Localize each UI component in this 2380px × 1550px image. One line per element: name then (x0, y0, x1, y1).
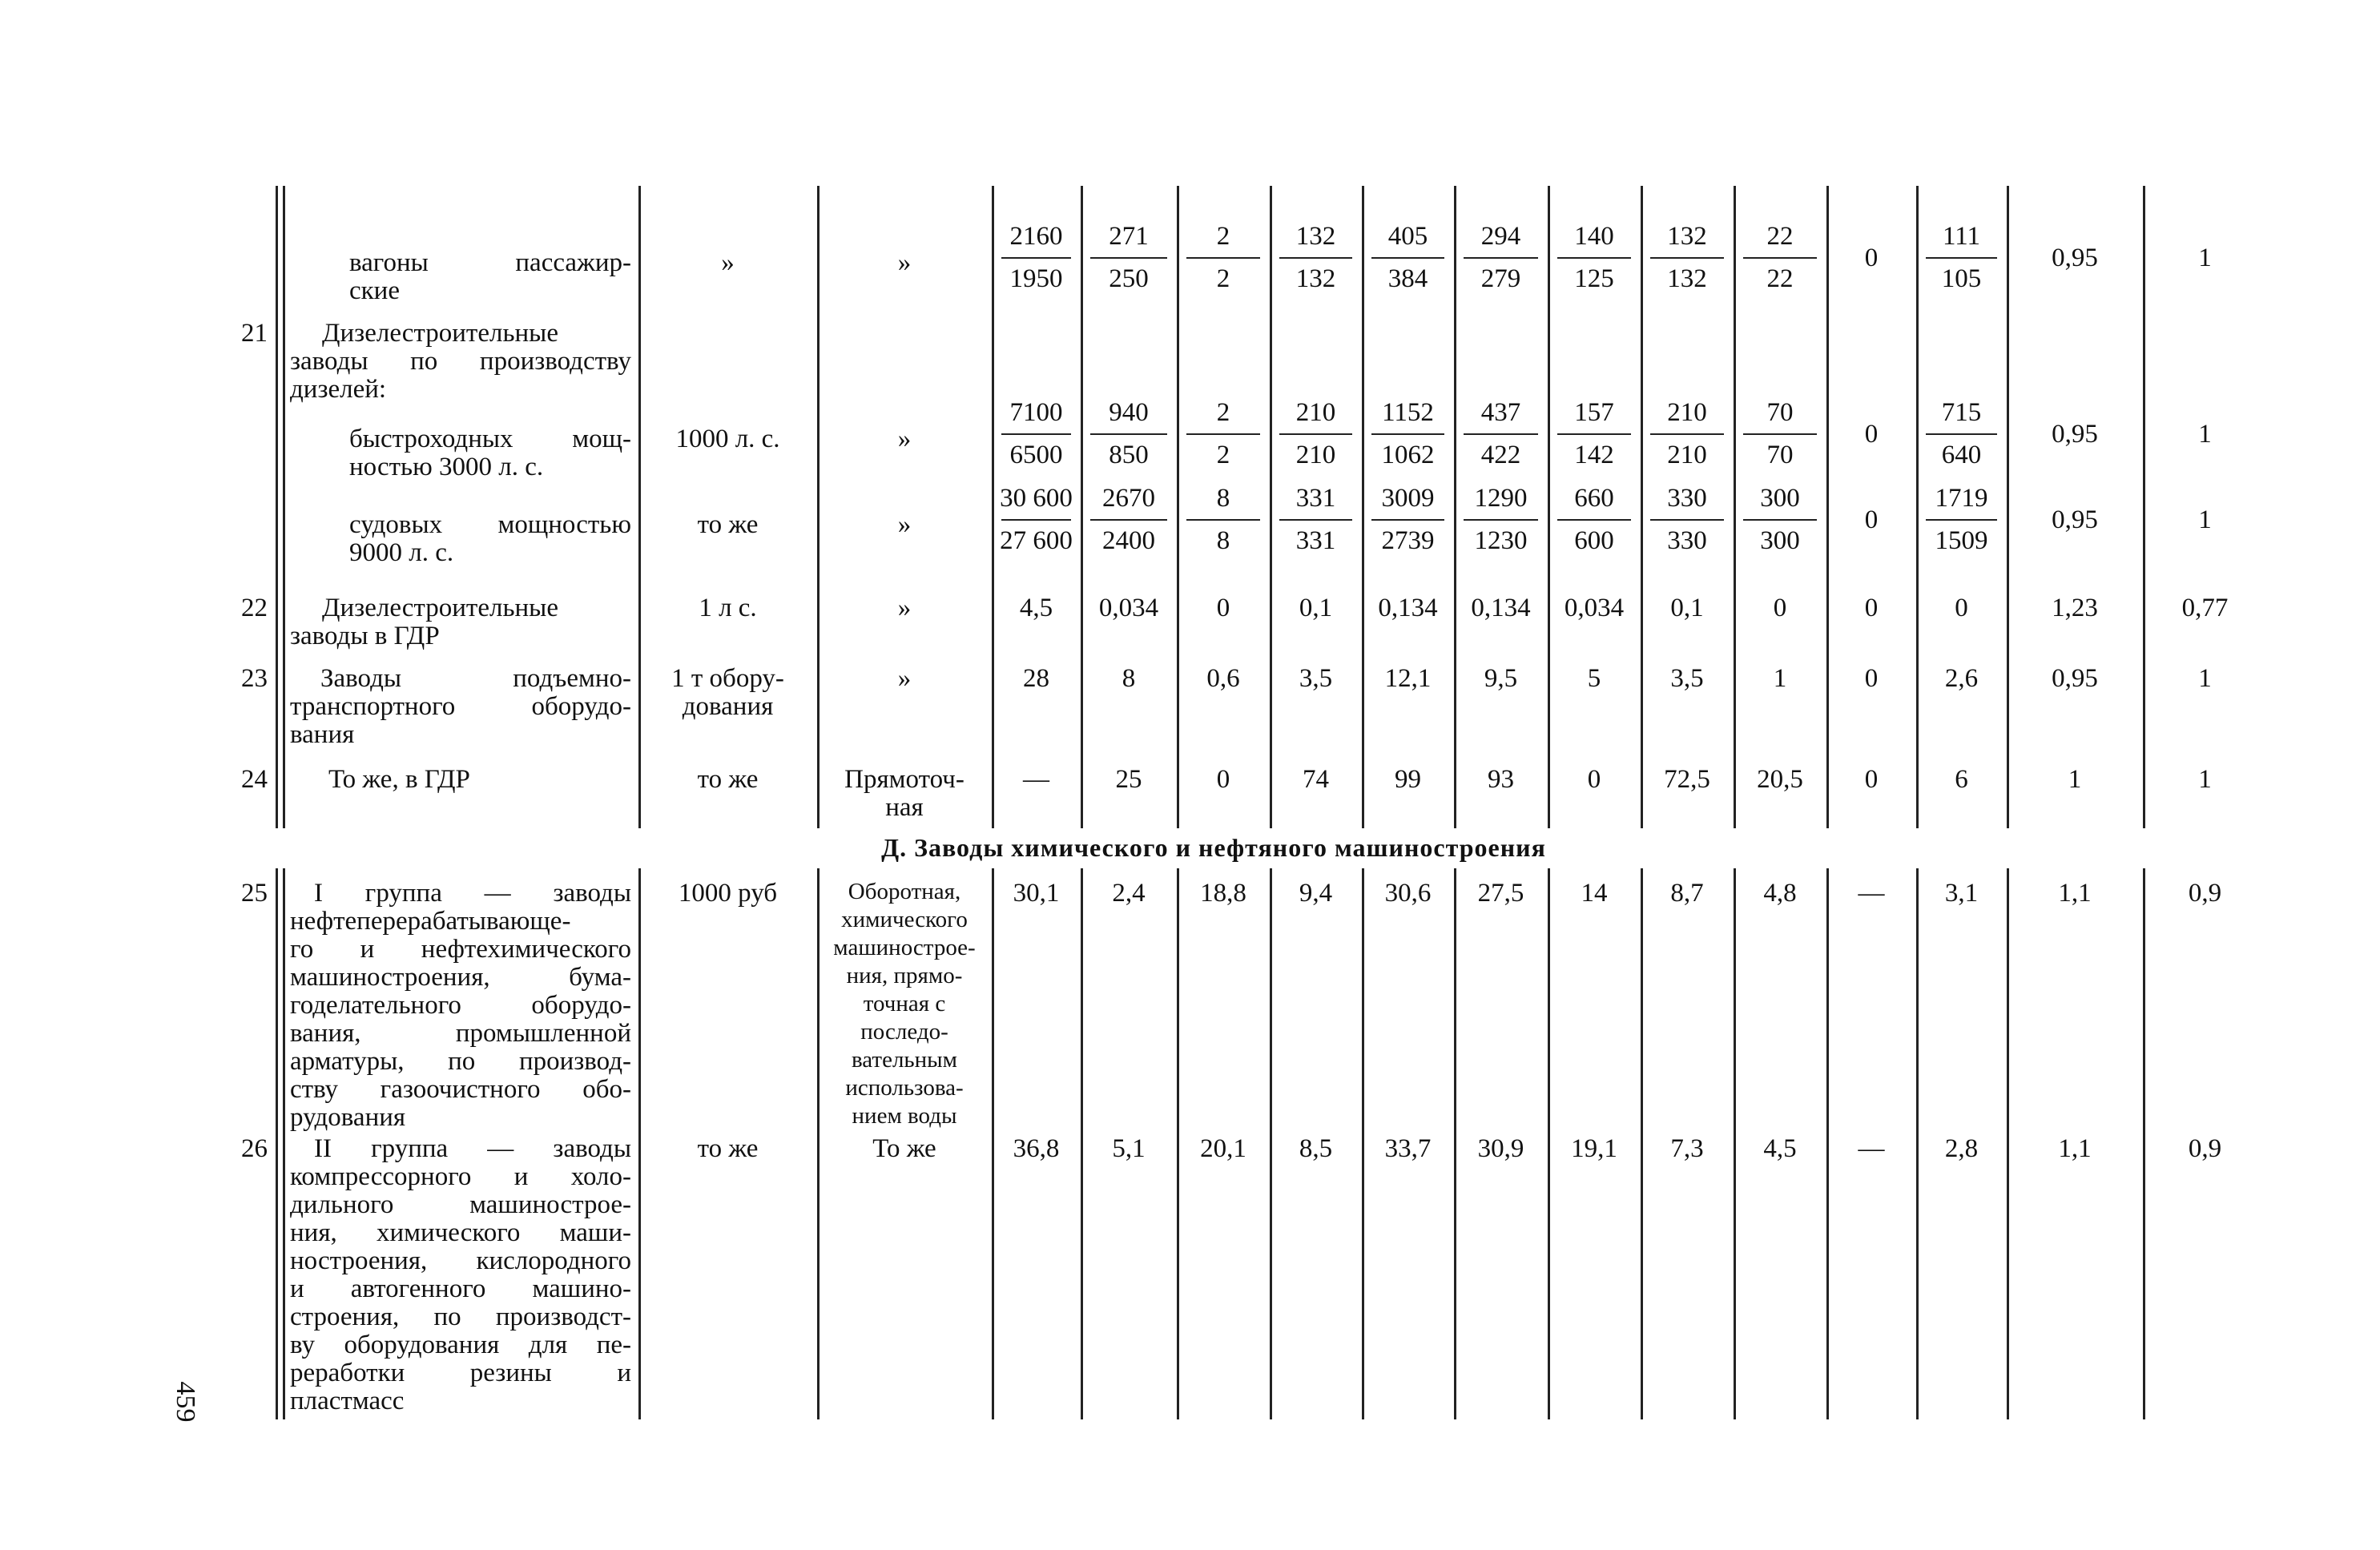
value-cell: 8,5 (1299, 1134, 1333, 1163)
column-rule (1826, 186, 1829, 1419)
column-rule (1454, 186, 1456, 1419)
fraction-bar (1743, 257, 1817, 259)
value-numerator: 157 (1574, 398, 1614, 427)
value-cell: 9,5 (1484, 664, 1518, 693)
row-water: » (897, 248, 912, 277)
row-name-line: быстроходных мощ- (349, 425, 631, 453)
value-cell: 93 (1488, 765, 1514, 794)
value-cell: 1,1 (2058, 1134, 2092, 1163)
value-cell: 0 (1773, 594, 1787, 622)
value-cell: 0,95 (2052, 505, 2098, 534)
value-denominator: 70 (1766, 441, 1794, 469)
value-cell: — (1858, 1134, 1885, 1163)
row-name-line: заводы в ГДР (290, 622, 440, 650)
value-cell: 25 (1115, 765, 1142, 794)
value-cell: 1,23 (2052, 594, 2098, 622)
value-cell: 4,5 (1763, 1134, 1797, 1163)
column-rule (1081, 186, 1083, 1419)
value-denominator: 8 (1216, 526, 1230, 555)
row-name-line: вания (290, 720, 355, 749)
row-unit: то же (697, 765, 759, 794)
fraction-bar (1464, 257, 1538, 259)
row-name-line: Дизелестроительные (322, 319, 558, 348)
value-numerator: 294 (1480, 222, 1521, 251)
column-rule (1734, 186, 1736, 1419)
fraction-bar (1926, 519, 1997, 521)
value-cell: 36,8 (1013, 1134, 1060, 1163)
value-cell: 0,9 (2188, 1134, 2222, 1163)
fraction-bar (1090, 433, 1167, 435)
fraction-bar (1186, 433, 1260, 435)
fraction-bar (1650, 519, 1724, 521)
row-name-line: ские (349, 276, 400, 305)
value-numerator: 22 (1766, 222, 1794, 251)
row-name-line: годелательного оборудо- (290, 991, 631, 1020)
value-cell: 0,77 (2181, 594, 2229, 622)
value-numerator: 715 (1941, 398, 1982, 427)
row-unit-line: 1 т обору- (671, 664, 784, 693)
value-numerator: 331 (1295, 484, 1336, 513)
page-number: 459 (171, 1381, 200, 1423)
value-denominator: 142 (1574, 441, 1614, 469)
value-numerator: 2 (1216, 398, 1230, 427)
row-name-line: ностью 3000 л. с. (349, 453, 544, 481)
value-cell: 0,134 (1471, 594, 1531, 622)
column-rule (1641, 186, 1643, 1419)
row-number: 23 (241, 664, 268, 693)
row-name-line: I группа — заводы (314, 879, 631, 908)
value-numerator: 330 (1667, 484, 1707, 513)
value-numerator: 437 (1480, 398, 1521, 427)
row-water-line: машинострое- (833, 935, 976, 960)
row-water-line: использова- (845, 1075, 964, 1101)
row-number: 25 (241, 879, 268, 908)
value-cell: 0 (1864, 505, 1879, 534)
value-denominator: 1230 (1474, 526, 1528, 555)
value-cell: 6 (1955, 765, 1968, 794)
row-name-line: нефтеперерабатывающе- (290, 907, 571, 936)
fraction-bar (1371, 433, 1444, 435)
row-name-line: судовых мощностью (349, 510, 631, 539)
value-cell: 2,6 (1944, 664, 1979, 693)
row-name-line: То же, в ГДР (328, 765, 470, 794)
value-numerator: 2160 (1009, 222, 1063, 251)
row-unit: то же (697, 510, 759, 539)
value-cell: 0,134 (1378, 594, 1438, 622)
value-cell: 14 (1581, 879, 1608, 908)
value-cell: 0 (1864, 243, 1879, 272)
value-numerator: 210 (1295, 398, 1336, 427)
value-cell: 18,8 (1200, 879, 1246, 908)
fraction-bar (1464, 433, 1538, 435)
row-name-line: и автогенного машино- (290, 1274, 631, 1303)
value-denominator: 1062 (1381, 441, 1435, 469)
fraction-bar (1371, 257, 1444, 259)
row-water: » (897, 510, 912, 539)
value-denominator: 22 (1766, 264, 1794, 293)
value-cell: 1,1 (2058, 879, 2092, 908)
column-rule (1270, 186, 1272, 1419)
value-denominator: 210 (1295, 441, 1336, 469)
column-rule (1177, 186, 1179, 1419)
value-numerator: 271 (1109, 222, 1149, 251)
column-rule (638, 186, 641, 1419)
fraction-bar (1001, 257, 1071, 259)
value-cell: 20,5 (1757, 765, 1803, 794)
row-unit: то же (697, 1134, 759, 1163)
fraction-bar (1279, 519, 1352, 521)
row-water: » (897, 425, 912, 453)
value-numerator: 70 (1766, 398, 1794, 427)
value-cell: 4,5 (1019, 594, 1053, 622)
row-name-line: реработки резины и (290, 1359, 631, 1387)
value-denominator: 2400 (1102, 526, 1155, 555)
value-numerator: 2 (1216, 222, 1230, 251)
row-water-line: последо- (860, 1019, 948, 1045)
row-name-line: ву оборудования для пе- (290, 1331, 631, 1359)
value-denominator: 330 (1667, 526, 1707, 555)
row-water-line: Прямоточ- (844, 765, 964, 794)
fraction-bar (1279, 433, 1352, 435)
value-cell: 3,1 (1944, 879, 1979, 908)
row-name-line: дизелей: (290, 375, 387, 404)
column-rule (1362, 186, 1364, 1419)
fraction-bar (1090, 257, 1167, 259)
row-name-line: го и нефтехимического (290, 935, 631, 964)
value-cell: 3,5 (1299, 664, 1333, 693)
value-numerator: 2670 (1102, 484, 1155, 513)
row-name-line: II группа — заводы (314, 1134, 631, 1163)
row-name-line: ству газоочистного обо- (290, 1075, 631, 1104)
value-cell: 12,1 (1384, 664, 1432, 693)
fraction-bar (1090, 519, 1167, 521)
value-numerator: 30 600 (1000, 484, 1073, 513)
row-water-line: химического (841, 907, 968, 932)
row-name-line: вания, промышленной (290, 1019, 631, 1048)
row-name-line: 9000 л. с. (349, 538, 454, 567)
value-denominator: 2739 (1381, 526, 1435, 555)
value-cell: 72,5 (1664, 765, 1710, 794)
fraction-bar (1186, 519, 1260, 521)
value-cell: 7,3 (1670, 1134, 1704, 1163)
row-unit: 1000 л. с. (675, 425, 780, 453)
value-cell: 30,1 (1013, 879, 1060, 908)
value-cell: 19,1 (1571, 1134, 1617, 1163)
value-cell: 1 (2198, 419, 2212, 449)
value-numerator: 8 (1216, 484, 1230, 513)
value-cell: 28 (1023, 664, 1049, 693)
value-denominator: 125 (1574, 264, 1614, 293)
value-denominator: 850 (1109, 441, 1149, 469)
value-cell: 0 (1864, 594, 1879, 622)
fraction-bar (1557, 433, 1631, 435)
value-numerator: 300 (1760, 484, 1800, 513)
row-name-line: строения, по производст- (290, 1302, 631, 1331)
value-denominator: 1950 (1009, 264, 1063, 293)
value-denominator: 2 (1216, 441, 1230, 469)
row-number: 24 (241, 765, 268, 794)
value-numerator: 940 (1109, 398, 1149, 427)
value-cell: 0,034 (1098, 594, 1159, 622)
row-name-line: рудования (290, 1103, 406, 1132)
value-numerator: 7100 (1009, 398, 1063, 427)
column-rule (1548, 186, 1550, 1419)
value-numerator: 3009 (1381, 484, 1435, 513)
column-rule (2007, 186, 2009, 1419)
row-water: » (897, 594, 912, 622)
value-cell: 2,4 (1112, 879, 1146, 908)
row-unit: 1000 руб (678, 879, 778, 908)
value-cell: 1 (2068, 765, 2082, 794)
value-numerator: 1290 (1474, 484, 1528, 513)
value-cell: 30,6 (1384, 879, 1432, 908)
value-cell: 0,95 (2052, 419, 2098, 449)
fraction-bar (1926, 257, 1997, 259)
value-cell: 74 (1303, 765, 1329, 794)
value-denominator: 210 (1667, 441, 1707, 469)
row-name-line: машиностроения, бума- (290, 963, 631, 992)
fraction-bar (1279, 257, 1352, 259)
value-cell: 5,1 (1112, 1134, 1146, 1163)
fraction-bar (1557, 257, 1631, 259)
value-cell: 1 (1773, 664, 1787, 693)
fraction-bar (1926, 433, 1997, 435)
column-rule (276, 186, 278, 1419)
value-denominator: 1509 (1935, 526, 1988, 555)
value-cell: 0,9 (2188, 879, 2222, 908)
value-cell: 0,1 (1670, 594, 1704, 622)
value-numerator: 111 (1942, 222, 1981, 251)
value-numerator: 132 (1667, 222, 1707, 251)
row-number: 22 (241, 594, 268, 622)
value-cell: 9,4 (1299, 879, 1333, 908)
row-unit: » (721, 248, 735, 277)
value-cell: 30,9 (1477, 1134, 1524, 1163)
row-name-line: Дизелестроительные (322, 594, 558, 622)
row-water-line: вательным (851, 1047, 958, 1073)
value-denominator: 105 (1941, 264, 1982, 293)
row-unit: 1 л с. (699, 594, 757, 622)
row-name-line: транспортного оборудо- (290, 692, 631, 721)
row-name-line: заводы по производству (290, 347, 631, 376)
value-cell: 33,7 (1384, 1134, 1432, 1163)
row-number: 26 (241, 1134, 268, 1163)
row-water: То же (872, 1134, 936, 1163)
value-cell: 1 (2198, 765, 2212, 794)
row-name-line: вагоны пассажир- (349, 248, 631, 277)
fraction-bar (1001, 519, 1071, 521)
fraction-bar (1743, 433, 1817, 435)
value-cell: 0,034 (1564, 594, 1625, 622)
row-water-line: ния, прямо- (846, 963, 963, 988)
row-name-line: компрессорного и холо- (290, 1162, 631, 1191)
row-name-line: пластмасс (290, 1387, 405, 1415)
value-numerator: 405 (1387, 222, 1428, 251)
value-denominator: 27 600 (1000, 526, 1073, 555)
fraction-bar (1186, 257, 1260, 259)
fraction-bar (1464, 519, 1538, 521)
value-numerator: 140 (1574, 222, 1614, 251)
value-cell: 0 (1864, 419, 1879, 449)
value-cell: 20,1 (1200, 1134, 1246, 1163)
value-numerator: 210 (1667, 398, 1707, 427)
value-cell: 0 (1864, 664, 1879, 693)
value-cell: 0 (1216, 765, 1230, 794)
value-cell: 2,8 (1944, 1134, 1979, 1163)
value-denominator: 600 (1574, 526, 1614, 555)
row-water-line: ная (885, 793, 924, 822)
value-numerator: 660 (1574, 484, 1614, 513)
row-water: » (897, 664, 912, 693)
row-number: 21 (241, 319, 268, 348)
value-numerator: 1152 (1382, 398, 1434, 427)
value-cell: 4,8 (1763, 879, 1797, 908)
fraction-bar (1557, 519, 1631, 521)
row-name-line: Заводы подъемно- (320, 664, 631, 693)
value-denominator: 279 (1480, 264, 1521, 293)
row-unit-line: дования (682, 692, 774, 721)
row-water-line: нием воды (852, 1103, 957, 1129)
fraction-bar (1371, 519, 1444, 521)
row-name-line: арматуры, по производ- (290, 1047, 631, 1076)
value-denominator: 6500 (1009, 441, 1063, 469)
row-water-line: точная с (863, 991, 946, 1017)
column-rule (1916, 186, 1919, 1419)
value-denominator: 640 (1941, 441, 1982, 469)
column-rule (283, 186, 285, 1419)
value-cell: 3,5 (1670, 664, 1704, 693)
fraction-bar (1001, 433, 1071, 435)
value-cell: 1 (2198, 664, 2212, 693)
value-denominator: 300 (1760, 526, 1800, 555)
value-denominator: 250 (1109, 264, 1149, 293)
value-denominator: 132 (1295, 264, 1336, 293)
value-cell: 0,1 (1299, 594, 1333, 622)
value-denominator: 132 (1667, 264, 1707, 293)
value-cell: 0 (1864, 765, 1879, 794)
value-cell: 5 (1587, 664, 1601, 693)
value-cell: 0 (1216, 594, 1230, 622)
value-cell: — (1023, 765, 1049, 794)
value-cell: — (1858, 879, 1885, 908)
value-cell: 1 (2198, 505, 2212, 534)
row-name-line: ностроения, кислородного (290, 1246, 631, 1275)
value-denominator: 422 (1480, 441, 1521, 469)
value-cell: 8 (1122, 664, 1136, 693)
value-cell: 0,6 (1206, 664, 1240, 693)
value-cell: 99 (1395, 765, 1421, 794)
value-cell: 8,7 (1670, 879, 1704, 908)
row-name-line: ния, химического маши- (290, 1218, 631, 1247)
column-rule (992, 186, 994, 1419)
row-water-line: Оборотная, (848, 879, 961, 904)
value-denominator: 331 (1295, 526, 1336, 555)
value-denominator: 2 (1216, 264, 1230, 293)
value-cell: 27,5 (1477, 879, 1524, 908)
fraction-bar (1650, 433, 1724, 435)
row-name-line: дильного машинострое- (290, 1190, 631, 1219)
value-denominator: 384 (1387, 264, 1428, 293)
column-rule (2143, 186, 2145, 1419)
fraction-bar (1650, 257, 1724, 259)
value-cell: 0 (1955, 594, 1968, 622)
fraction-bar (1743, 519, 1817, 521)
value-cell: 0 (1587, 765, 1601, 794)
value-numerator: 132 (1295, 222, 1336, 251)
value-cell: 1 (2198, 243, 2212, 272)
section-heading: Д. Заводы химического и нефтяного машиностроения (881, 833, 1546, 862)
value-cell: 0,95 (2052, 243, 2098, 272)
value-cell: 0,95 (2052, 664, 2098, 693)
value-numerator: 1719 (1935, 484, 1988, 513)
